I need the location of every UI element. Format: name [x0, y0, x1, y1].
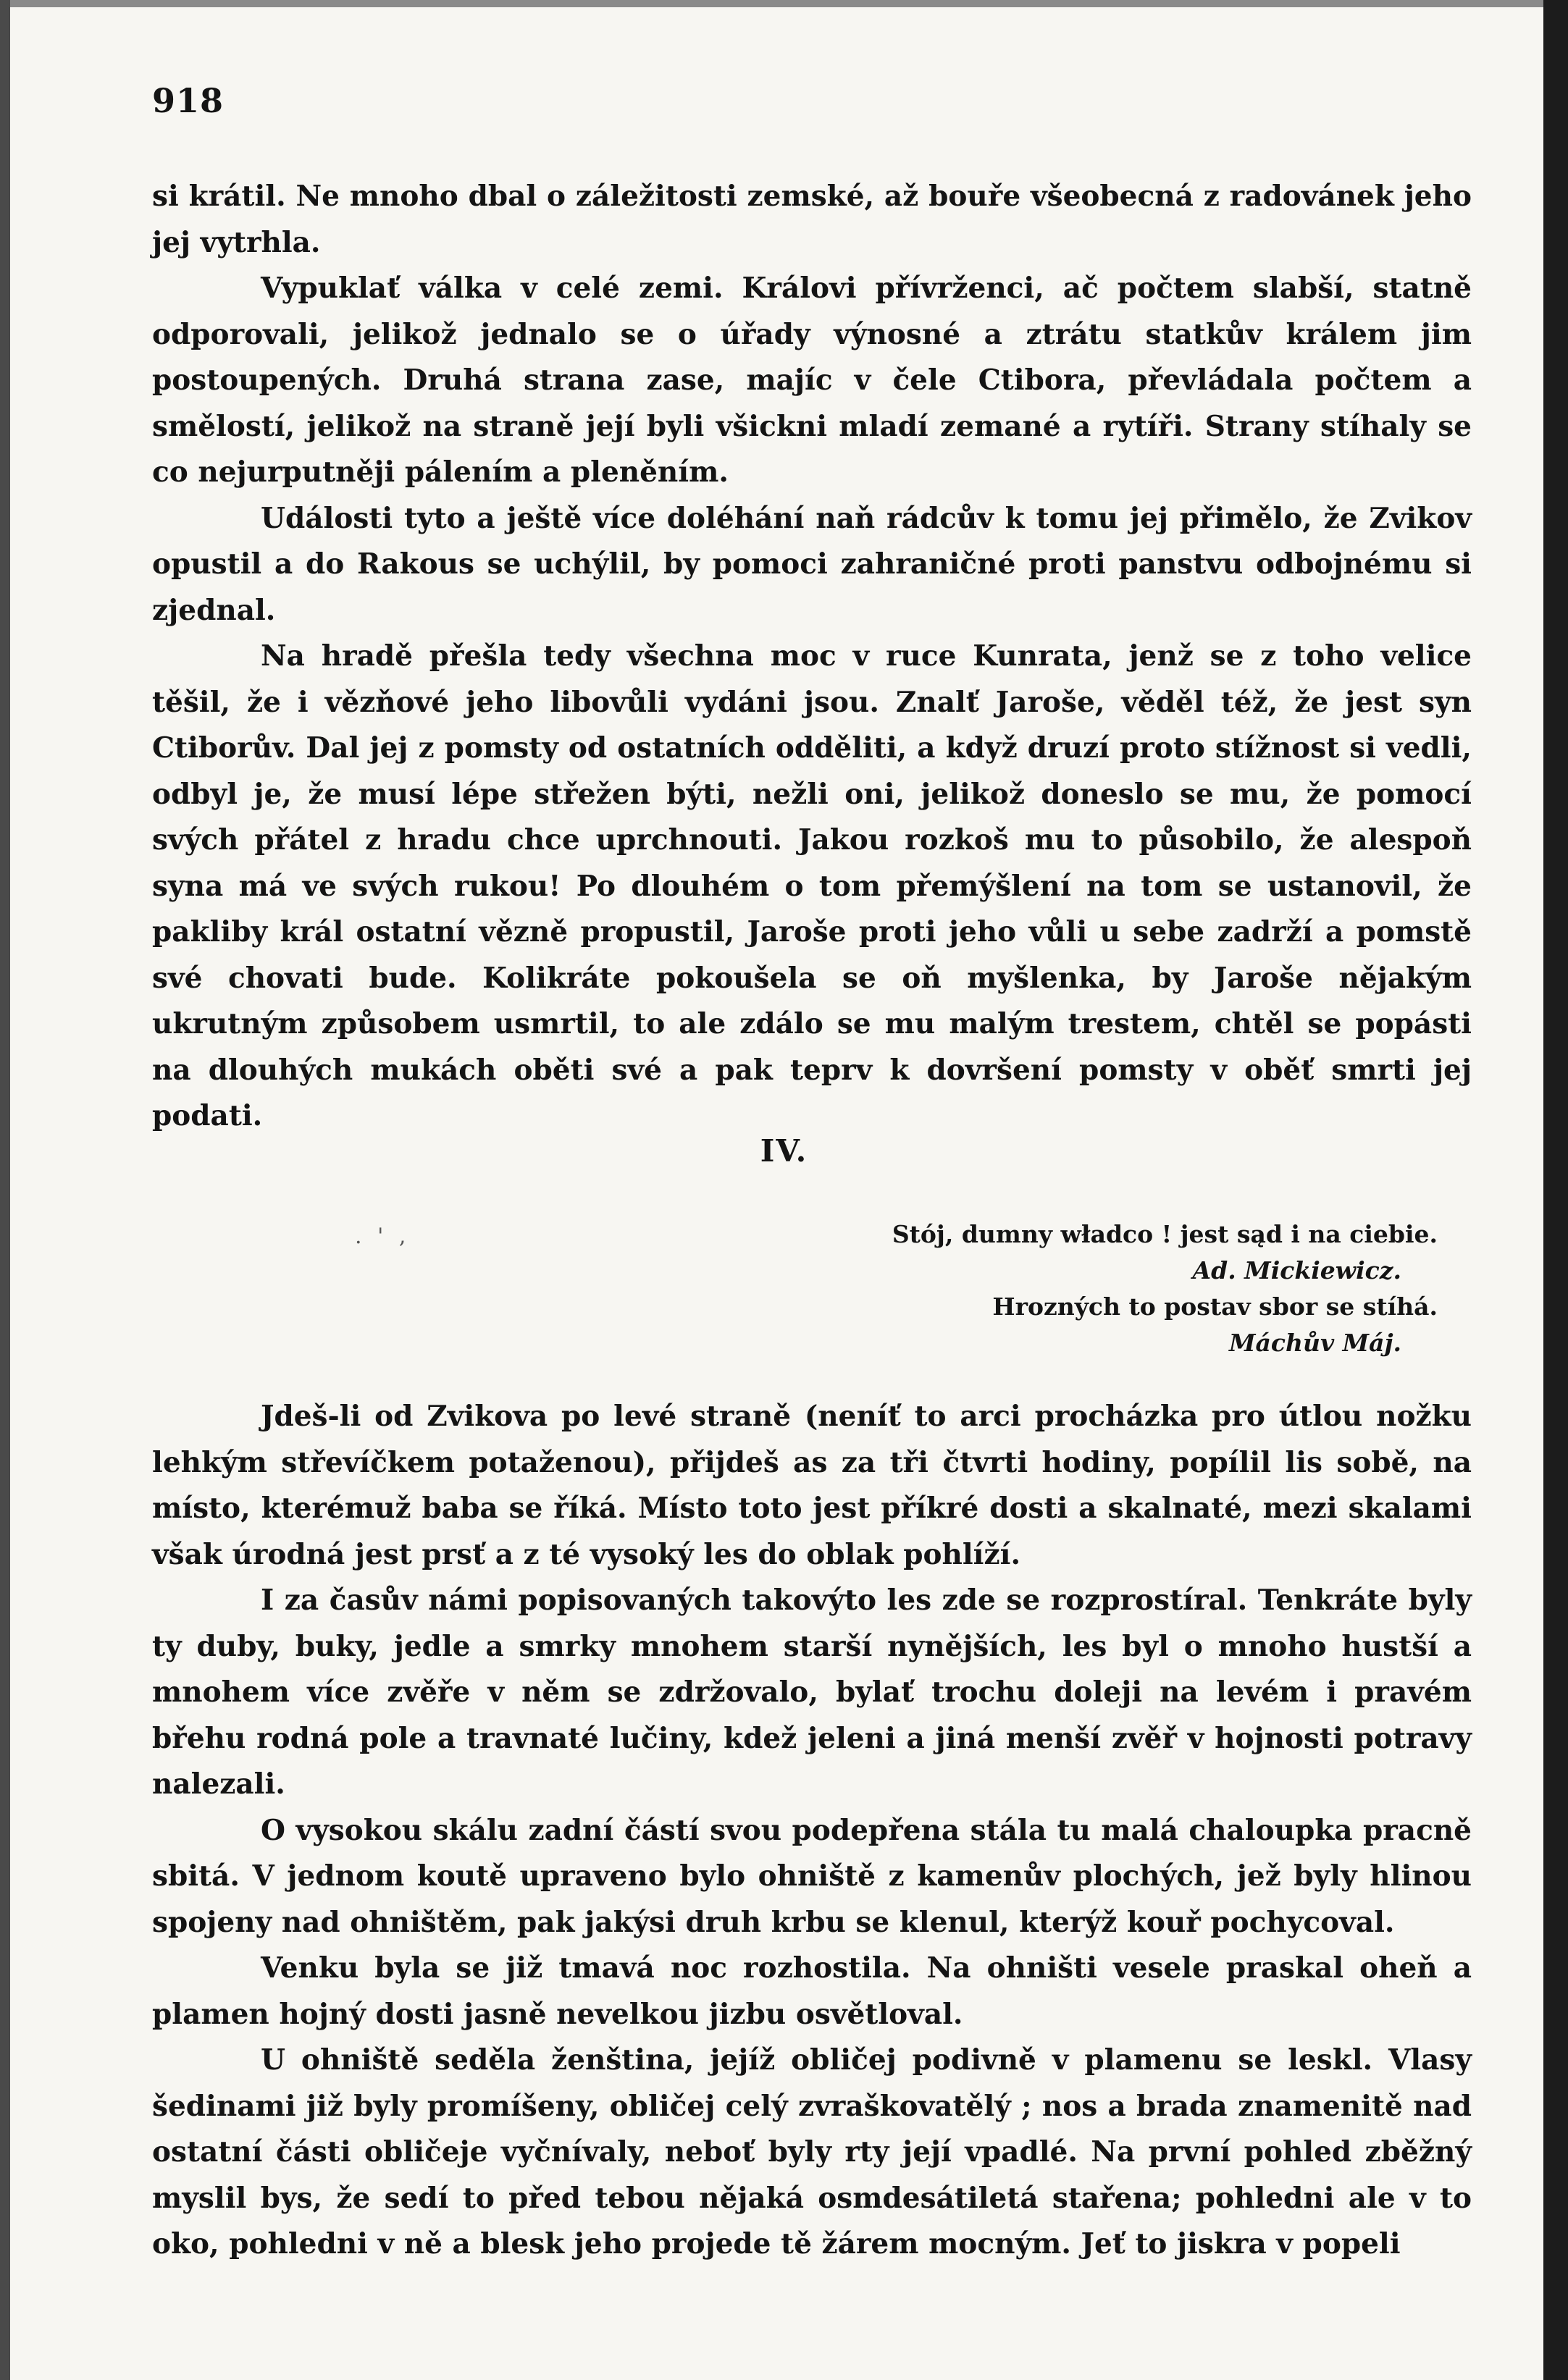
epigraph — [786, 1216, 1438, 1361]
chapter-heading: IV. — [760, 1133, 808, 1169]
epigraph-author: Ad. Mickiewicz. — [1192, 1256, 1401, 1284]
scan-border-right — [1543, 0, 1568, 2380]
epigraph-quote: Stój, dumny władco ! jest sąd i na ciebie. — [892, 1220, 1438, 1248]
paragraph: Venku byla se již tmavá noc rozhostila. Na ohništi vesele praskal oheň a plamen hojný dosti jasně nevelkou jizbu osvětloval. — [152, 1951, 1472, 2031]
page-number: 918 — [152, 81, 225, 120]
paragraph: Jdeš-li od Zvikova po levé straně (neníť to arci procházka pro útlou nožku lehkým střevíčkem potaženou), přijdeš as za tři čtvrti hodiny, popílil lis sobě, na místo, kterémuž baba se říká. Místo toto jest příkré dosti a skalnaté, mezi skalami však úrodná jest prsť a z té vysoký les do oblak pohlíží. — [152, 1400, 1472, 1571]
print-specks: . ' , — [355, 1224, 411, 1249]
text-section-1 — [152, 174, 1472, 1140]
text-section-2 — [152, 1394, 1472, 2268]
epigraph-quote: Hrozných to postav sbor se stíhá. — [992, 1292, 1438, 1321]
paragraph: Události tyto a ještě více doléhání naň rádcův k tomu jej přimělo, že Zvikov opustil a do Rakous se uchýlil, by pomoci zahraničné proti panstvu odbojnému si zjednal. — [152, 501, 1472, 627]
scan-border-left — [0, 0, 10, 2380]
paragraph: U ohniště seděla ženština, jejíž obličej podivně v plamenu se leskl. Vlasy šedinami již byly promíšeny, obličej celý zvraškovatělý ; nos a brada znamenitě nad ostatní části obličeje vyčnívaly, neboť byly rty její vpadlé. Na první pohled zběžný myslil bys, že sedí to před tebou nějaká osmdesátiletá stařena; pohledni ale v to oko, pohledni v ně a blesk jeho projede tě žárem mocným. Jeť to jiskra v popeli — [152, 2043, 1472, 2261]
epigraph-author: Máchův Máj. — [1229, 1329, 1401, 1357]
paragraph: O vysokou skálu zadní částí svou podepřena stála tu malá chaloupka pracně sbitá. V jednom koutě upraveno bylo ohniště z kamenův plochých, jež byly hlinou spojeny nad ohništěm, pak jakýsi druh krbu se klenul, kterýž kouř pochycoval. — [152, 1813, 1472, 1939]
paragraph: si krátil. Ne mnoho dbal o záležitosti zemské, až bouře všeobecná z radovánek jeho jej vytrhla. — [152, 180, 1472, 259]
paragraph: Na hradě přešla tedy všechna moc v ruce Kunrata, jenž se z toho velice těšil, že i vězňové jeho libovůli vydáni jsou. Znalť Jaroše, věděl též, že jest syn Ctiborův. Dal jej z pomsty od ostatních odděliti, a když druzí proto stížnost si vedli, odbyl je, že musí lépe střežen býti, nežli oni, jelikož doneslo se mu, že pomocí svých přátel z hradu chce uprchnouti. Jakou rozkoš mu to působilo, že alespoň syna má ve svých rukou! Po dlouhém o tom přemýšlení na tom se ustanovil, že pakliby král ostatní vězně propustil, Jaroše proti jeho vůli u sebe zadrží a pomstě své chovati bude. Kolikráte pokoušela se oň myšlenka, by Jaroše nějakým ukrutným způsobem usmrtil, to ale zdálo se mu malým trestem, chtěl se popásti na dlouhých mukách oběti své a pak teprv k dovršení pomsty v oběť smrti jej podati. — [152, 639, 1472, 1132]
paragraph: Vypuklať válka v celé zemi. Královi přívrženci, ač počtem slabší, statně odporovali, jelikož jednalo se o úřady výnosné a ztrátu statkův králem jim postoupených. Druhá strana zase, majíc v čele Ctibora, převládala počtem a smělostí, jelikož na straně její byli všickni mladí zemané a rytíři. Strany stíhaly se co nejurputněji pálením a pleněním. — [152, 272, 1472, 489]
paragraph: I za časův námi popisovaných takovýto les zde se rozprostíral. Tenkráte byly ty duby, buky, jedle a smrky mnohem starší nynějších, les byl o mnoho hustší a mnohem více zvěře v něm se zdržovalo, bylať trochu doleji na levém i pravém břehu rodná pole a travnaté lučiny, kdež jeleni a jiná menší zvěř v hojnosti potravy nalezali. — [152, 1584, 1472, 1801]
scan-border-top — [0, 0, 1568, 7]
